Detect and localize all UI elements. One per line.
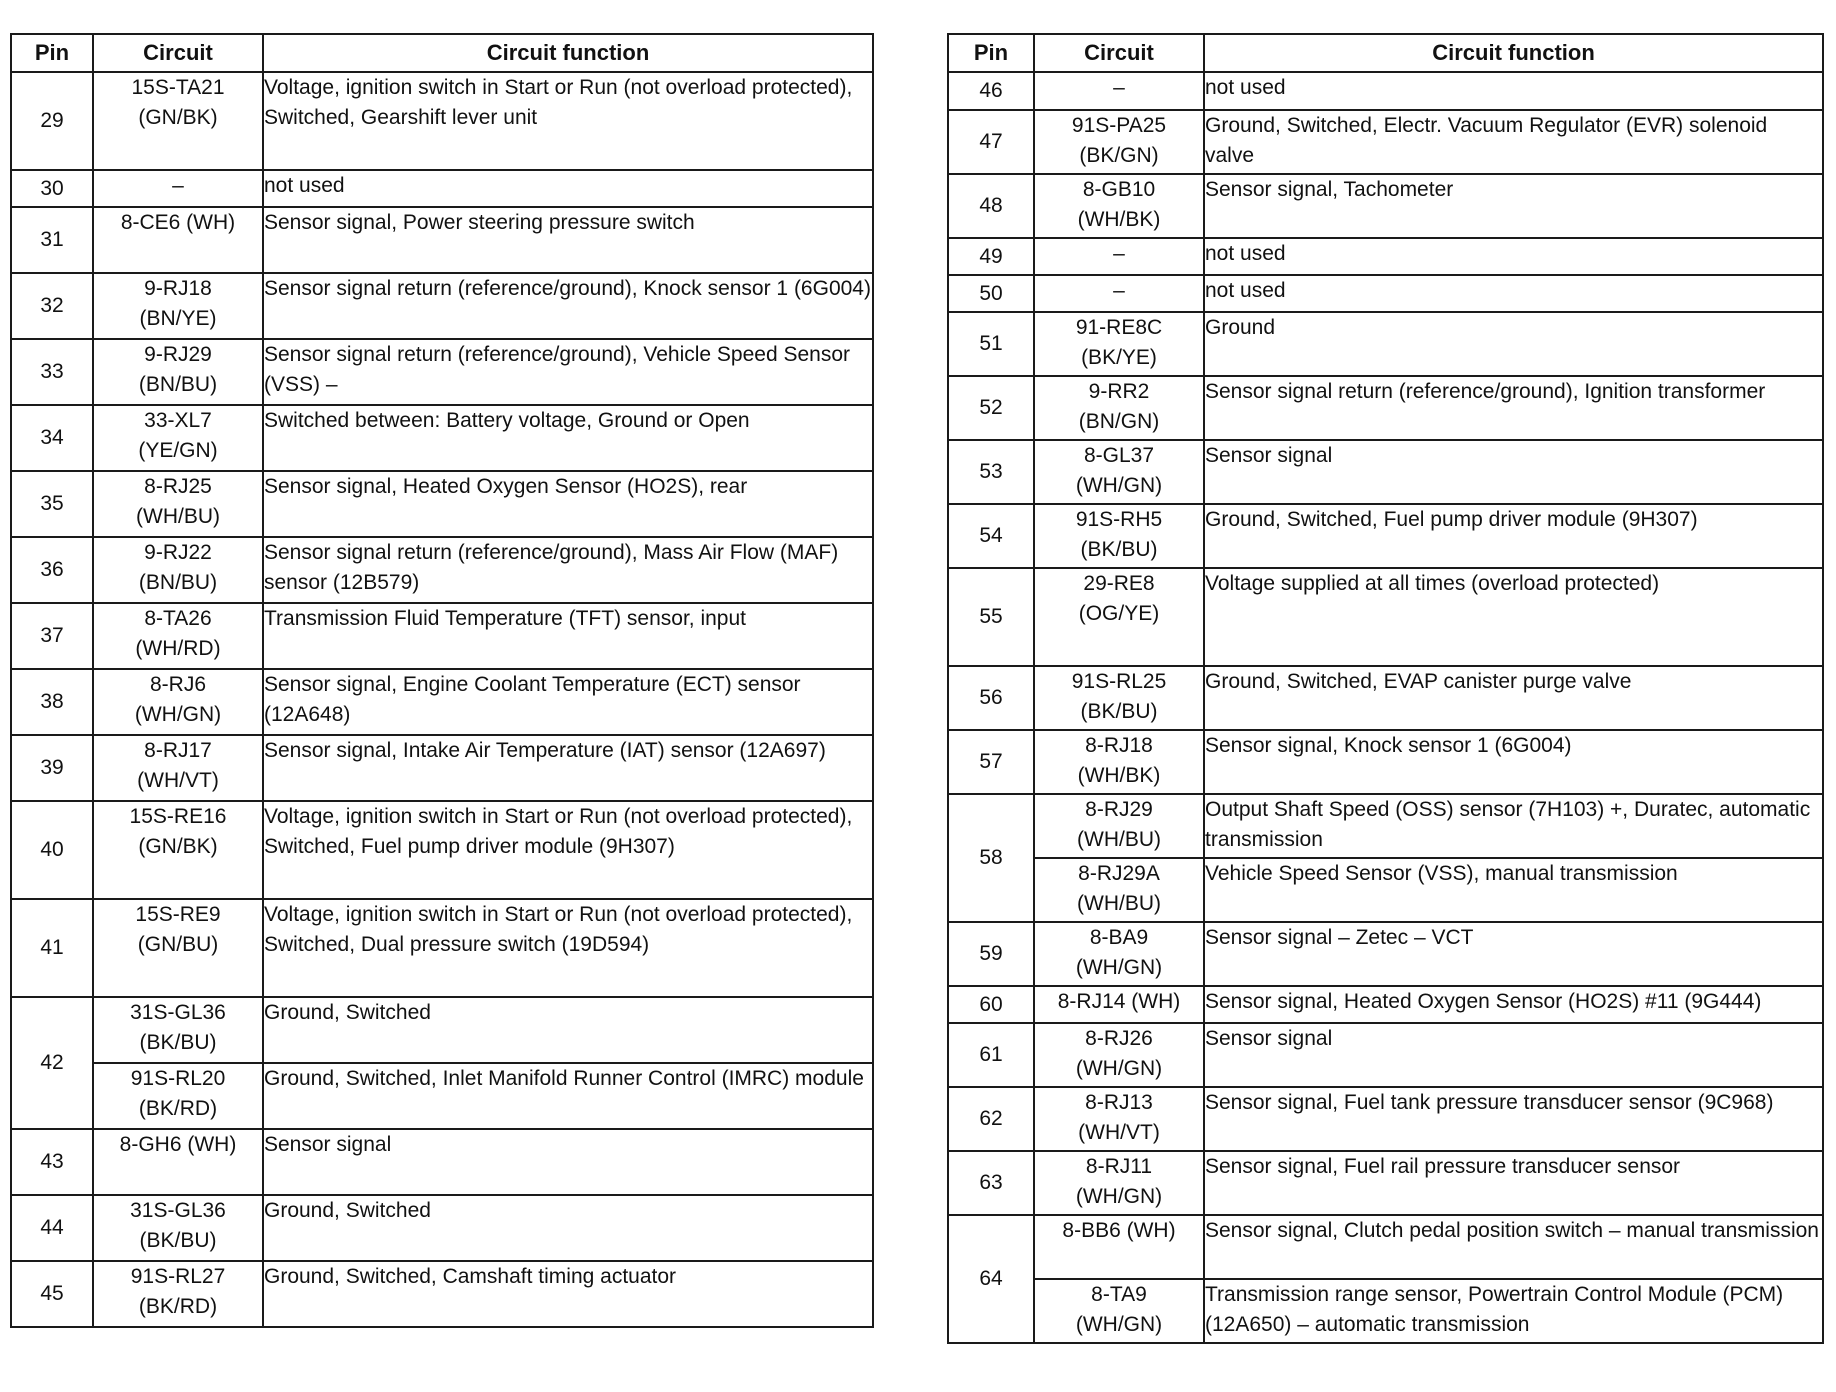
pin-number: 63 bbox=[948, 1151, 1034, 1215]
pin-number: 58 bbox=[948, 794, 1034, 922]
circuit-cell bbox=[1034, 568, 1204, 666]
pin-number: 51 bbox=[948, 312, 1034, 376]
circuit-function: Sensor signal bbox=[1204, 1023, 1823, 1087]
pin-number: 50 bbox=[948, 275, 1034, 312]
circuit-code: 8-RJ18 bbox=[1085, 734, 1153, 757]
pin-number: 52 bbox=[948, 376, 1034, 440]
table-row bbox=[11, 899, 873, 997]
circuit-cell bbox=[93, 471, 263, 537]
pin-number: 49 bbox=[948, 238, 1034, 275]
circuit-cell bbox=[93, 1063, 263, 1129]
circuit-function: Switched between: Battery voltage, Ground or Open bbox=[263, 405, 873, 471]
circuit-cell bbox=[1034, 440, 1204, 504]
pin-number: 32 bbox=[11, 273, 93, 339]
circuit-cell bbox=[93, 735, 263, 801]
circuit-cell bbox=[93, 1261, 263, 1327]
circuit-code: 31S-GL36 bbox=[130, 1001, 226, 1024]
pin-number: 46 bbox=[948, 72, 1034, 110]
wire-color: (WH/GN) bbox=[1075, 1313, 1163, 1336]
circuit-code: 8-GL37 bbox=[1083, 444, 1155, 467]
wire-color: (WH/BU) bbox=[136, 505, 220, 528]
wire-color: (BK/RD) bbox=[138, 1097, 218, 1120]
table-row bbox=[948, 794, 1823, 858]
table-row bbox=[11, 801, 873, 899]
pin-number: 42 bbox=[11, 997, 93, 1129]
circuit-cell bbox=[93, 72, 263, 170]
wire-color: (BN/YE) bbox=[139, 307, 217, 330]
wire-color: (BK/GN) bbox=[1079, 144, 1159, 167]
circuit-function: Sensor signal, Fuel tank pressure transducer sensor (9C968) bbox=[1204, 1087, 1823, 1151]
wire-color: (WH/BU) bbox=[1077, 828, 1161, 851]
circuit-code: 8-RJ29A bbox=[1078, 862, 1160, 885]
wire-color: (WH/VT) bbox=[1078, 1121, 1160, 1144]
table-row bbox=[948, 1279, 1823, 1343]
circuit-cell bbox=[1034, 174, 1204, 238]
circuit-function: Sensor signal bbox=[263, 1129, 873, 1195]
circuit-function: Sensor signal, Knock sensor 1 (6G004) bbox=[1204, 730, 1823, 794]
circuit-function: Sensor signal, Fuel rail pressure transducer sensor bbox=[1204, 1151, 1823, 1215]
wire-color: (BN/BU) bbox=[138, 373, 218, 396]
circuit-function: Voltage supplied at all times (overload protected) bbox=[1204, 568, 1823, 666]
circuit-code: 9-RJ22 bbox=[144, 541, 212, 564]
circuit-code: 8-GH6 (WH) bbox=[119, 1133, 237, 1156]
pin-number: 29 bbox=[11, 72, 93, 170]
circuit-function: Sensor signal return (reference/ground), Mass Air Flow (MAF) sensor (12B579) bbox=[263, 537, 873, 603]
circuit-code: 9-RJ18 bbox=[144, 277, 212, 300]
wire-color: (WH/GN) bbox=[1075, 1185, 1163, 1208]
circuit-code: 91S-PA25 bbox=[1071, 114, 1167, 137]
table-row bbox=[948, 275, 1823, 312]
pin-number: 40 bbox=[11, 801, 93, 899]
circuit-cell bbox=[1034, 110, 1204, 174]
pin-number: 43 bbox=[11, 1129, 93, 1195]
table-row bbox=[11, 735, 873, 801]
circuit-function: Ground, Switched, Electr. Vacuum Regulator (EVR) solenoid valve bbox=[1204, 110, 1823, 174]
circuit-function: Ground, Switched, Camshaft timing actuator bbox=[263, 1261, 873, 1327]
circuit-code: 15S-TA21 bbox=[131, 76, 225, 99]
circuit-function: Ground bbox=[1204, 312, 1823, 376]
pin-number: 31 bbox=[11, 207, 93, 273]
wire-color: (BN/BU) bbox=[138, 571, 218, 594]
table-row bbox=[948, 1151, 1823, 1215]
table-row bbox=[948, 858, 1823, 922]
circuit-code: 29-RE8 bbox=[1083, 572, 1155, 595]
pin-number: 35 bbox=[11, 471, 93, 537]
pin-number: 39 bbox=[11, 735, 93, 801]
pin-number: 57 bbox=[948, 730, 1034, 794]
circuit-cell bbox=[1034, 1151, 1204, 1215]
circuit-cell bbox=[1034, 1215, 1204, 1279]
circuit-code: 8-RJ14 (WH) bbox=[1057, 990, 1181, 1013]
function-header: Circuit function bbox=[1204, 34, 1823, 72]
pin-table-right bbox=[947, 33, 1824, 1344]
circuit-cell bbox=[1034, 312, 1204, 376]
circuit-cell bbox=[93, 1195, 263, 1261]
circuit-cell bbox=[1034, 794, 1204, 858]
table-row bbox=[11, 669, 873, 735]
circuit-code: – bbox=[1113, 279, 1125, 302]
wire-color: (BK/BU) bbox=[139, 1031, 217, 1054]
table-row bbox=[11, 339, 873, 405]
circuit-cell bbox=[93, 997, 263, 1063]
wire-color: (BK/YE) bbox=[1081, 346, 1157, 369]
table-row bbox=[948, 238, 1823, 275]
pin-number: 62 bbox=[948, 1087, 1034, 1151]
table-row bbox=[948, 730, 1823, 794]
table-row bbox=[11, 1261, 873, 1327]
table-row bbox=[11, 997, 873, 1063]
circuit-function: Transmission Fluid Temperature (TFT) sensor, input bbox=[263, 603, 873, 669]
circuit-code: 15S-RE9 bbox=[135, 903, 221, 926]
circuit-code: 8-RJ25 bbox=[144, 475, 212, 498]
wire-color: (GN/BK) bbox=[138, 835, 218, 858]
circuit-function: Ground, Switched bbox=[263, 1195, 873, 1261]
circuit-function: Ground, Switched bbox=[263, 997, 873, 1063]
circuit-function: Output Shaft Speed (OSS) sensor (7H103) +, Duratec, automatic transmission bbox=[1204, 794, 1823, 858]
pin-number: 34 bbox=[11, 405, 93, 471]
pin-number: 59 bbox=[948, 922, 1034, 986]
circuit-cell bbox=[1034, 275, 1204, 312]
table-row bbox=[11, 1195, 873, 1261]
table-row bbox=[11, 273, 873, 339]
circuit-function: Voltage, ignition switch in Start or Run (not overload protected), Switched, Fuel pump driver module (9H307) bbox=[263, 801, 873, 899]
wire-color: (WH/BU) bbox=[1077, 892, 1161, 915]
circuit-code: 8-GB10 bbox=[1082, 178, 1156, 201]
circuit-cell bbox=[1034, 1087, 1204, 1151]
circuit-function: Sensor signal, Clutch pedal position switch – manual transmission bbox=[1204, 1215, 1823, 1279]
circuit-cell bbox=[93, 603, 263, 669]
circuit-function: Voltage, ignition switch in Start or Run (not overload protected), Switched, Dual pressure switch (19D594) bbox=[263, 899, 873, 997]
table-row bbox=[948, 376, 1823, 440]
wire-color: (WH/VT) bbox=[137, 769, 219, 792]
wire-color: (GN/BK) bbox=[138, 106, 218, 129]
table-row bbox=[11, 405, 873, 471]
circuit-cell bbox=[93, 669, 263, 735]
circuit-code: 9-RJ29 bbox=[144, 343, 212, 366]
table-row bbox=[11, 603, 873, 669]
wire-color: (BK/BU) bbox=[1080, 700, 1158, 723]
pin-number: 55 bbox=[948, 568, 1034, 666]
pin-number: 33 bbox=[11, 339, 93, 405]
pin-number: 38 bbox=[11, 669, 93, 735]
pin-number: 60 bbox=[948, 986, 1034, 1023]
table-row bbox=[11, 1063, 873, 1129]
circuit-function: Sensor signal return (reference/ground), Ignition transformer bbox=[1204, 376, 1823, 440]
wire-color: (YE/GN) bbox=[138, 439, 218, 462]
table-row bbox=[948, 174, 1823, 238]
table-row bbox=[11, 207, 873, 273]
header-row bbox=[948, 34, 1823, 72]
pin-number: 45 bbox=[11, 1261, 93, 1327]
circuit-code: – bbox=[172, 174, 184, 197]
circuit-function: not used bbox=[1204, 72, 1823, 110]
circuit-cell bbox=[93, 801, 263, 899]
circuit-code: – bbox=[1113, 242, 1125, 265]
circuit-function: Ground, Switched, EVAP canister purge valve bbox=[1204, 666, 1823, 730]
pin-number: 53 bbox=[948, 440, 1034, 504]
circuit-function: Sensor signal bbox=[1204, 440, 1823, 504]
table-row bbox=[948, 1215, 1823, 1279]
table-row bbox=[11, 72, 873, 170]
pin-number: 30 bbox=[11, 170, 93, 207]
wire-color: (WH/GN) bbox=[1075, 1057, 1163, 1080]
circuit-code: 8-RJ26 bbox=[1085, 1027, 1153, 1050]
circuit-function: Sensor signal return (reference/ground), Knock sensor 1 (6G004) bbox=[263, 273, 873, 339]
circuit-code: 8-BA9 bbox=[1089, 926, 1149, 949]
table-row bbox=[948, 568, 1823, 666]
circuit-code: 8-RJ29 bbox=[1085, 798, 1153, 821]
function-header: Circuit function bbox=[263, 34, 873, 72]
circuit-function: not used bbox=[263, 170, 873, 207]
circuit-code: 15S-RE16 bbox=[129, 805, 227, 828]
table-row bbox=[948, 504, 1823, 568]
circuit-cell bbox=[1034, 1023, 1204, 1087]
circuit-code: 91S-RL20 bbox=[130, 1067, 226, 1090]
pin-number: 37 bbox=[11, 603, 93, 669]
table-row bbox=[948, 72, 1823, 110]
circuit-function: Sensor signal, Heated Oxygen Sensor (HO2S), rear bbox=[263, 471, 873, 537]
circuit-cell bbox=[93, 207, 263, 273]
circuit-cell bbox=[93, 339, 263, 405]
circuit-function: Ground, Switched, Fuel pump driver module (9H307) bbox=[1204, 504, 1823, 568]
circuit-function: Sensor signal return (reference/ground), Vehicle Speed Sensor (VSS) – bbox=[263, 339, 873, 405]
circuit-code: 8-TA26 bbox=[144, 607, 212, 630]
table-row bbox=[11, 471, 873, 537]
pin-header: Pin bbox=[11, 34, 93, 72]
circuit-cell bbox=[1034, 922, 1204, 986]
circuit-code: 8-RJ13 bbox=[1085, 1091, 1153, 1114]
header-row bbox=[11, 34, 873, 72]
circuit-cell bbox=[93, 170, 263, 207]
circuit-code: 8-BB6 (WH) bbox=[1062, 1219, 1176, 1242]
wire-color: (BK/BU) bbox=[139, 1229, 217, 1252]
circuit-cell bbox=[1034, 986, 1204, 1023]
wire-color: (GN/BU) bbox=[137, 933, 219, 956]
circuit-function: Sensor signal, Engine Coolant Temperature (ECT) sensor (12A648) bbox=[263, 669, 873, 735]
circuit-cell bbox=[1034, 858, 1204, 922]
circuit-code: 9-RR2 bbox=[1088, 380, 1150, 403]
circuit-function: Sensor signal – Zetec – VCT bbox=[1204, 922, 1823, 986]
table-row bbox=[11, 537, 873, 603]
pin-number: 44 bbox=[11, 1195, 93, 1261]
circuit-function: Sensor signal, Intake Air Temperature (IAT) sensor (12A697) bbox=[263, 735, 873, 801]
pin-number: 47 bbox=[948, 110, 1034, 174]
table-row bbox=[948, 1023, 1823, 1087]
circuit-function: Transmission range sensor, Powertrain Control Module (PCM) (12A650) – automatic transmission bbox=[1204, 1279, 1823, 1343]
pin-number: 54 bbox=[948, 504, 1034, 568]
circuit-code: 8-RJ11 bbox=[1085, 1155, 1153, 1178]
circuit-cell bbox=[1034, 730, 1204, 794]
circuit-code: – bbox=[1113, 76, 1125, 99]
table-row bbox=[948, 922, 1823, 986]
circuit-function: Ground, Switched, Inlet Manifold Runner Control (IMRC) module bbox=[263, 1063, 873, 1129]
circuit-cell bbox=[1034, 376, 1204, 440]
table-row bbox=[948, 1087, 1823, 1151]
circuit-code: 91S-RL25 bbox=[1071, 670, 1167, 693]
circuit-code: 8-CE6 (WH) bbox=[120, 211, 236, 234]
pin-number: 41 bbox=[11, 899, 93, 997]
circuit-code: 91-RE8C bbox=[1075, 316, 1163, 339]
wire-color: (WH/BK) bbox=[1077, 208, 1161, 231]
circuit-function: not used bbox=[1204, 275, 1823, 312]
circuit-code: 91S-RL27 bbox=[130, 1265, 226, 1288]
table-row bbox=[948, 440, 1823, 504]
pin-number: 48 bbox=[948, 174, 1034, 238]
circuit-code: 31S-GL36 bbox=[130, 1199, 226, 1222]
circuit-function: Sensor signal, Power steering pressure switch bbox=[263, 207, 873, 273]
pin-header: Pin bbox=[948, 34, 1034, 72]
wire-color: (BK/RD) bbox=[138, 1295, 218, 1318]
table-row bbox=[11, 1129, 873, 1195]
circuit-cell bbox=[1034, 504, 1204, 568]
wire-color: (WH/GN) bbox=[1075, 956, 1163, 979]
circuit-function: not used bbox=[1204, 238, 1823, 275]
circuit-function: Vehicle Speed Sensor (VSS), manual transmission bbox=[1204, 858, 1823, 922]
wire-color: (WH/BK) bbox=[1077, 764, 1161, 787]
circuit-code: 33-XL7 bbox=[144, 409, 212, 432]
circuit-cell bbox=[1034, 666, 1204, 730]
circuit-cell bbox=[1034, 1279, 1204, 1343]
wire-color: (WH/GN) bbox=[134, 703, 222, 726]
table-row bbox=[948, 666, 1823, 730]
circuit-cell bbox=[93, 899, 263, 997]
pin-number: 61 bbox=[948, 1023, 1034, 1087]
circuit-cell bbox=[1034, 238, 1204, 275]
wire-color: (BN/GN) bbox=[1078, 410, 1160, 433]
pin-table-left bbox=[10, 33, 874, 1328]
circuit-code: 8-RJ6 bbox=[149, 673, 207, 696]
table-row bbox=[948, 986, 1823, 1023]
circuit-cell bbox=[1034, 72, 1204, 110]
table-row bbox=[11, 170, 873, 207]
pin-number: 64 bbox=[948, 1215, 1034, 1343]
circuit-cell bbox=[93, 273, 263, 339]
circuit-cell bbox=[93, 405, 263, 471]
circuit-code: 91S-RH5 bbox=[1075, 508, 1163, 531]
pin-number: 56 bbox=[948, 666, 1034, 730]
circuit-header: Circuit bbox=[93, 34, 263, 72]
table-row bbox=[948, 110, 1823, 174]
wire-color: (WH/RD) bbox=[135, 637, 221, 660]
circuit-header: Circuit bbox=[1034, 34, 1204, 72]
circuit-code: 8-TA9 bbox=[1091, 1283, 1147, 1306]
table-row bbox=[948, 312, 1823, 376]
circuit-function: Voltage, ignition switch in Start or Run (not overload protected), Switched, Gearshift lever unit bbox=[263, 72, 873, 170]
wire-color: (WH/GN) bbox=[1075, 474, 1163, 497]
circuit-function: Sensor signal, Tachometer bbox=[1204, 174, 1823, 238]
pin-number: 36 bbox=[11, 537, 93, 603]
circuit-cell bbox=[93, 537, 263, 603]
circuit-cell bbox=[93, 1129, 263, 1195]
wire-color: (OG/YE) bbox=[1078, 602, 1160, 625]
circuit-function: Sensor signal, Heated Oxygen Sensor (HO2S) #11 (9G444) bbox=[1204, 986, 1823, 1023]
wire-color: (BK/BU) bbox=[1080, 538, 1158, 561]
circuit-code: 8-RJ17 bbox=[144, 739, 212, 762]
